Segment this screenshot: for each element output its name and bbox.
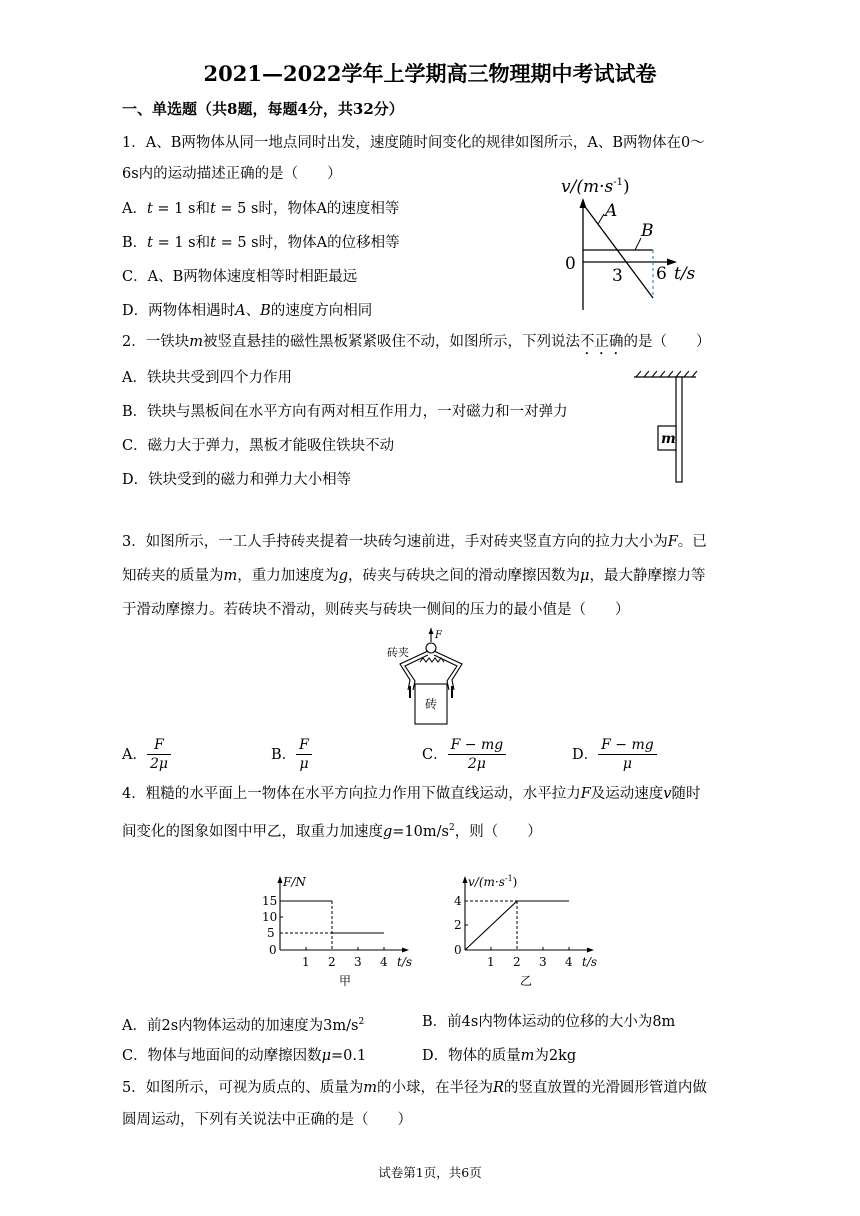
text: D．物体的质量 xyxy=(422,1048,521,1064)
fraction xyxy=(598,736,657,773)
option-label: D． xyxy=(572,747,599,763)
text: 5．如图所示，可视为质点的、质量为 xyxy=(122,1080,364,1096)
var-a: A xyxy=(235,303,246,319)
block-label: m xyxy=(661,431,676,447)
q3-option-c xyxy=(422,736,506,773)
var-b: B xyxy=(260,303,271,319)
xlabel: t/s xyxy=(397,955,413,969)
superscript: 2 xyxy=(358,1017,365,1027)
q4-graph-velocity xyxy=(440,870,610,990)
text: 及运动速度 xyxy=(590,786,664,802)
ylabel: $v/(m\cdot s^{-1})$ xyxy=(468,874,518,889)
tick-x3: 3 xyxy=(539,955,547,969)
q1-option-a xyxy=(122,199,399,219)
force-arrowhead xyxy=(429,628,434,634)
section-heading: 一、单选题（共8题，每题4分，共32分） xyxy=(122,100,404,118)
blackboard xyxy=(676,377,682,482)
var-m: m xyxy=(363,1080,377,1096)
fraction xyxy=(147,736,171,773)
caption: 乙 xyxy=(520,974,533,988)
tick-x3: 3 xyxy=(354,955,362,969)
caption: 甲 xyxy=(339,974,352,988)
q4-option-a xyxy=(122,1012,364,1036)
q1-label-a: A xyxy=(605,201,618,221)
page-title: 2021—2022学年上学期高三物理期中考试试卷 xyxy=(203,61,657,86)
numerator: F xyxy=(147,736,171,755)
q3-stem-line1 xyxy=(122,532,707,552)
q1-tick-3: 3 xyxy=(612,266,623,286)
q1-option-d xyxy=(122,301,372,321)
text: 为2kg xyxy=(534,1048,577,1064)
text: 随时 xyxy=(671,786,701,802)
text: ，则（ ） xyxy=(454,823,542,840)
text: = 5 s时，物体A的位移相等 xyxy=(215,235,400,251)
var-m: m xyxy=(520,1048,535,1064)
denominator: μ xyxy=(622,756,632,772)
text: 3．如图所示，一工人手持砖夹提着一块砖匀速前进，手对砖夹竖直方向的拉力大小为 xyxy=(122,534,668,550)
q1-label-b: B xyxy=(641,221,654,241)
text: 4．粗糙的水平面上一物体在水平方向拉力作用下做直线运动，水平拉力 xyxy=(122,786,581,802)
fraction xyxy=(296,736,312,773)
q5-stem-line2: 圆周运动，下列有关说法中正确的是（ ） xyxy=(122,1112,412,1128)
q4-stem-line1 xyxy=(122,784,701,804)
y-arrow xyxy=(278,876,283,883)
q4-graph-force xyxy=(255,870,420,990)
text: 被竖直悬挂的磁性黑板紧紧吸住不动，如图所示，下列说法 xyxy=(202,334,580,350)
q3-stem-line3: 于滑动摩擦力。若砖块不滑动，则砖夹与砖块一侧间的压力的最小值是（ ） xyxy=(122,602,630,618)
text: 的速度方向相同 xyxy=(270,303,373,319)
q3-stem-line2 xyxy=(122,566,705,586)
ceiling-hatch xyxy=(636,371,697,377)
tick-2: 2 xyxy=(454,918,462,932)
text: 、 xyxy=(245,303,261,319)
var-t: t xyxy=(209,201,216,217)
q2-stem xyxy=(122,332,710,358)
text: D．两物体相遇时 xyxy=(122,303,236,319)
tick-4: 4 xyxy=(454,894,462,908)
var-m: m xyxy=(223,568,238,584)
y-arrow xyxy=(463,876,468,883)
var-mu: μ xyxy=(321,1048,332,1064)
numerator: F − mg xyxy=(598,736,657,755)
q2-option-b: B．铁块与黑板间在水平方向有两对相互作用力，一对磁力和一对弹力 xyxy=(122,404,568,420)
text: ，砖夹与砖块之间的滑动摩擦因数为 xyxy=(348,568,581,584)
q1-vt-graph xyxy=(555,170,715,315)
var-f: F xyxy=(580,786,591,802)
text: 知砖夹的质量为 xyxy=(122,568,224,584)
x-arrow xyxy=(402,948,409,953)
option-label: B． xyxy=(271,747,297,763)
text: 间变化的图象如图中甲乙，取重力加速度 xyxy=(122,823,383,840)
text: 。已 xyxy=(677,534,707,550)
q3-brick-clamp-figure xyxy=(380,628,492,728)
q1-graph-ylabel: $v/(m\cdot s^{-1})$ xyxy=(561,177,630,197)
numerator: F − mg xyxy=(448,736,507,755)
q1-xlabel: t/s xyxy=(674,264,696,284)
text: C．物体与地面间的动摩擦因数 xyxy=(122,1048,322,1064)
tick-15: 15 xyxy=(262,894,278,908)
option-label: B． xyxy=(122,235,148,251)
text: = 1 s和 xyxy=(152,201,210,217)
xlabel: t/s xyxy=(582,955,598,969)
origin: 0 xyxy=(454,943,462,957)
tick-5: 5 xyxy=(267,926,275,940)
text: 的竖直放置的光滑圆形管道内做 xyxy=(503,1080,707,1096)
var-v: v xyxy=(663,786,672,802)
q1-leader-a xyxy=(598,214,604,224)
q4-option-d xyxy=(422,1046,576,1066)
var-t: t xyxy=(210,235,216,251)
q1-stem-line2: 6s内的运动描述正确的是（ ） xyxy=(122,166,342,182)
q2-option-c: C．磁力大于弹力，黑板才能吸住铁块不动 xyxy=(122,438,395,454)
text: 的是（ ） xyxy=(623,334,711,350)
tick-x1: 1 xyxy=(302,955,310,969)
page-footer: 试卷第1页，共6页 xyxy=(378,1165,482,1180)
tick-x1: 1 xyxy=(487,955,495,969)
var-t: t xyxy=(146,201,153,217)
var-f: F xyxy=(667,534,678,550)
force-label: F xyxy=(435,630,442,641)
tick-x4: 4 xyxy=(565,955,573,969)
brick-label: 砖 xyxy=(425,697,438,711)
denominator: μ xyxy=(299,756,309,772)
text: ，重力加速度为 xyxy=(237,568,339,584)
denominator: 2μ xyxy=(467,756,486,772)
option-label: A． xyxy=(122,201,147,217)
q2-option-a: A．铁块共受到四个力作用 xyxy=(122,370,292,386)
q4-stem-line2 xyxy=(122,818,542,842)
q4-option-b: B．前4s内物体运动的位移的大小为8m xyxy=(422,1014,676,1030)
denominator: 2μ xyxy=(149,756,168,772)
var-g: g xyxy=(383,823,393,840)
clip-label: 砖夹 xyxy=(387,646,409,659)
text: = 5 s时，物体A的速度相等 xyxy=(215,201,400,217)
var-m: m xyxy=(189,334,203,350)
numerator: F xyxy=(296,736,312,755)
spring xyxy=(420,658,444,662)
q3-option-d xyxy=(572,736,657,773)
text: =0.1 xyxy=(331,1048,367,1064)
var-g: g xyxy=(338,568,349,584)
q1-origin: 0 xyxy=(565,254,576,274)
emphasis-text: 不正确 xyxy=(579,334,624,350)
text: 的小球，在半径为 xyxy=(376,1080,493,1096)
fraction xyxy=(448,736,507,773)
x-arrow xyxy=(587,948,594,953)
velocity-ramp xyxy=(465,901,517,950)
tick-x4: 4 xyxy=(380,955,388,969)
text: ，最大静摩擦力等 xyxy=(589,568,706,584)
superscript: 2 xyxy=(448,823,455,833)
q1-option-b xyxy=(122,233,400,253)
q2-option-d: D．铁块受到的磁力和弹力大小相等 xyxy=(122,472,352,488)
q5-stem-line1 xyxy=(122,1078,707,1098)
tick-x2: 2 xyxy=(328,955,336,969)
ylabel: F/N xyxy=(283,875,306,889)
var-r: R xyxy=(492,1080,504,1096)
q4-option-c xyxy=(122,1046,366,1066)
q3-option-b xyxy=(271,736,312,773)
q1-stem-line1: 1．A、B两物体从同一地点同时出发，速度随时间变化的规律如图所示，A、B两物体在0～ xyxy=(122,135,705,151)
q3-option-a xyxy=(122,736,171,773)
var-mu: μ xyxy=(580,568,590,584)
tick-x2: 2 xyxy=(513,955,521,969)
q1-tick-6: 6 xyxy=(656,264,667,284)
text: 2．一铁块 xyxy=(122,334,190,350)
option-label: A． xyxy=(122,747,147,763)
option-label: C． xyxy=(422,747,448,763)
q2-blackboard-figure xyxy=(628,368,700,488)
origin: 0 xyxy=(269,943,277,957)
text: = 1 s和 xyxy=(152,235,211,251)
q1-option-c: C．A、B两物体速度相等时相距最远 xyxy=(122,269,358,285)
text: =10m/s xyxy=(392,823,449,840)
text: A．前2s内物体运动的加速度为3m/s xyxy=(122,1017,359,1034)
var-t: t xyxy=(147,235,153,251)
tick-10: 10 xyxy=(262,910,278,924)
